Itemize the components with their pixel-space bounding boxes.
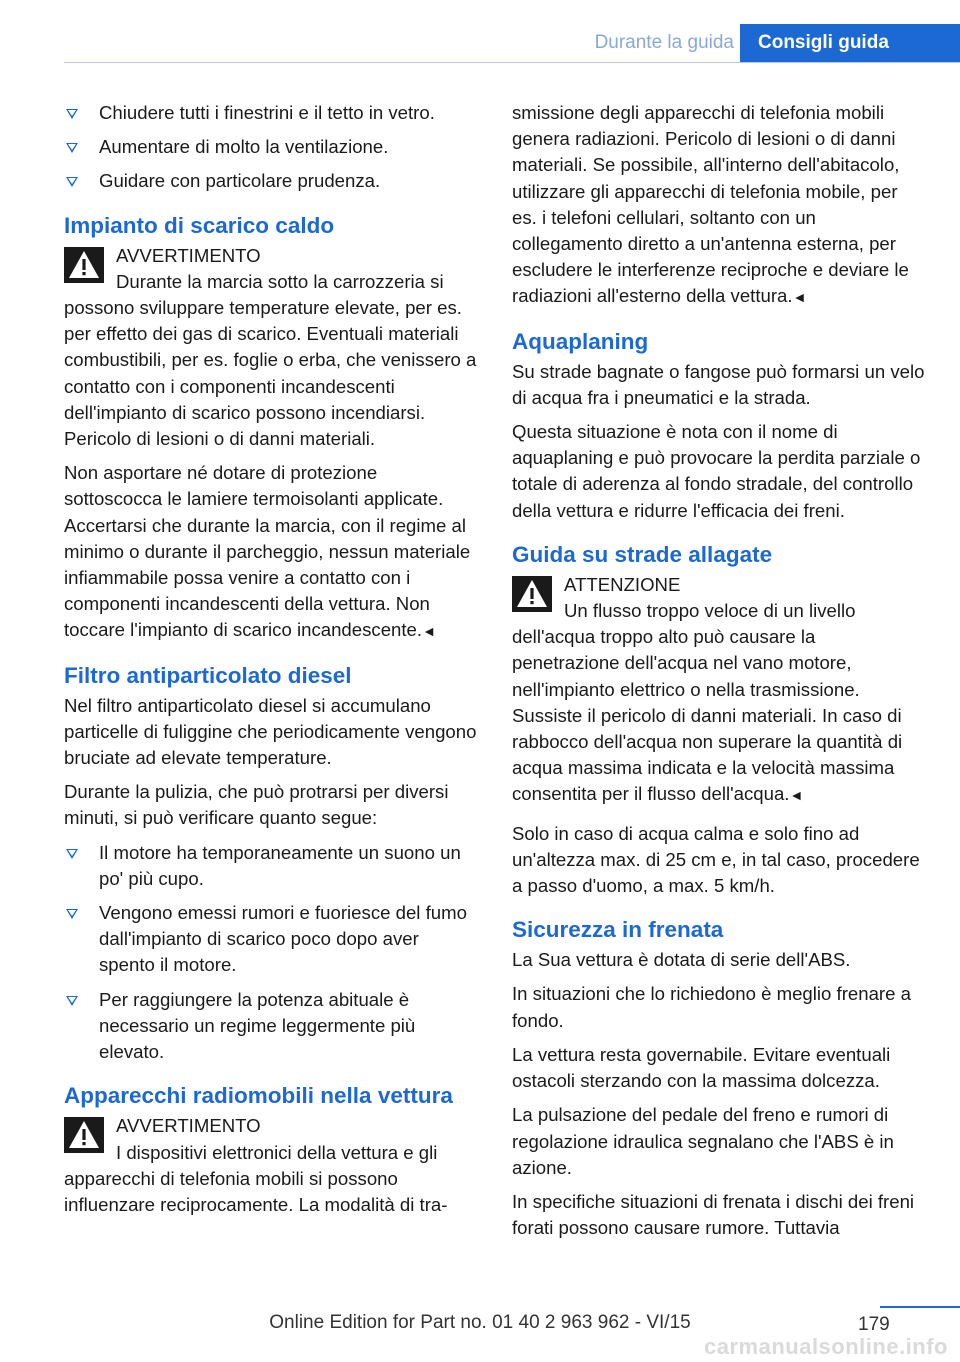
triangle-bullet-icon bbox=[66, 143, 78, 153]
bullet-list-filter bbox=[64, 840, 478, 1066]
end-of-warning-mark: ◄ bbox=[792, 289, 807, 306]
heading-flooded-roads: Guida su strade allagate bbox=[512, 541, 773, 567]
header-chapter-tab: Consigli guida bbox=[740, 24, 960, 62]
paragraph: La Sua vettura è dotata di serie dell'ABS. bbox=[512, 949, 851, 971]
warning-title: AVVERTIMENTO bbox=[116, 244, 261, 266]
page-header bbox=[0, 24, 960, 62]
paragraph: Su strade bagnate o fangose può formarsi un velo di acqua fra i pneumatici e la strada. bbox=[512, 360, 925, 408]
triangle-bullet-icon bbox=[66, 909, 78, 919]
footer-divider bbox=[880, 1306, 960, 1308]
warning-title: ATTENZIONE bbox=[564, 573, 681, 595]
end-of-warning-mark: ◄ bbox=[422, 623, 436, 640]
paragraph: smissione degli apparecchi di telefonia mobili genera radiazioni. Pericolo di lesioni o di danni materiali. Se possibile, all'interno dell'abitacolo, utilizzare gli apparecchi di telefonia mobile, per es. i telefoni cellulari, soltanto con un collegamento diretto a un'antenna esterna, per escludere le interferenze reciproche e deviare le radiazioni all'esterno della vettura.◄ bbox=[512, 102, 909, 307]
list-item: Aumentare di molto la ventilazione. bbox=[64, 134, 478, 160]
list-item: Per raggiungere la potenza abituale è necessario un regime leggermente più elevato. bbox=[64, 987, 478, 1066]
warning-text: Durante la marcia sotto la carrozzeria si possono sviluppare temperature elevate, per es. per effetto dei gas di scarico. Eventuali materiali combustibili, per es. foglie o erba, che venissero a contatto con i componenti incandescenti dell'impianto di scarico possono incendiarsi. Pericolo di lesioni o di danni materiali. bbox=[64, 270, 477, 450]
page-number: 179 bbox=[858, 1314, 890, 1335]
warning-triangle-icon bbox=[64, 1117, 104, 1153]
paragraph: In specifiche situazioni di frenata i dischi dei freni forati possono causare rumore. Tuttavia bbox=[512, 1190, 915, 1239]
heading-aquaplaning: Aquaplaning bbox=[512, 328, 649, 354]
left-column bbox=[64, 100, 478, 1226]
paragraph: Durante la pulizia, che può protrarsi per diversi minuti, si può verificare quanto segue: bbox=[64, 781, 449, 829]
paragraph: La pulsazione del pedale del freno e rumori di regolazione idraulica segnalano che l'ABS è in azione. bbox=[512, 1104, 894, 1178]
heading-diesel-filter: Filtro antiparticolato diesel bbox=[64, 662, 352, 688]
triangle-bullet-icon bbox=[66, 849, 78, 859]
paragraph: Solo in caso di acqua calma e solo fino ad un'altezza max. di 25 cm e, in tal caso, procedere a passo d'uomo, a max. 5 km/h. bbox=[512, 822, 920, 897]
watermark: carmanualsonline.info bbox=[704, 1334, 948, 1359]
heading-hot-exhaust: Impianto di scarico caldo bbox=[64, 212, 335, 238]
heading-braking-safety: Sicurezza in frenata bbox=[512, 917, 724, 943]
paragraph: Nel filtro antiparticolato diesel si accumulano particelle di fuliggine che periodicamente vengono bruciate ad elevate temperature. bbox=[64, 694, 477, 769]
end-of-warning-mark: ◄ bbox=[789, 787, 804, 804]
header-divider bbox=[64, 62, 960, 63]
warning-triangle-icon bbox=[512, 576, 552, 612]
list-item: Il motore ha temporaneamente un suono un po' più cupo. bbox=[64, 840, 478, 892]
paragraph: In situazioni che lo richiedono è meglio frenare a fondo. bbox=[512, 983, 911, 1031]
warning-block-mobile bbox=[64, 1113, 478, 1218]
triangle-bullet-icon bbox=[66, 177, 78, 187]
right-column bbox=[512, 100, 926, 1249]
warning-block-flooded bbox=[512, 572, 926, 809]
list-item: Chiudere tutti i finestrini e il tetto in vetro. bbox=[64, 100, 478, 126]
warning-text: I dispositivi elettronici della vettura e gli apparecchi di telefonia mobili si possono influenzare reciprocamente. La modalità di tra- bbox=[64, 1141, 448, 1215]
heading-mobile-devices: Apparecchi radiomobili nella vettura bbox=[64, 1083, 453, 1109]
list-item: Guidare con particolare prudenza. bbox=[64, 168, 478, 194]
warning-triangle-icon bbox=[64, 247, 104, 283]
warning-title: AVVERTIMENTO bbox=[116, 1115, 261, 1137]
bullet-list-ventilation bbox=[64, 100, 478, 195]
list-item: Vengono emessi rumori e fuoriesce del fumo dall'impianto di scarico poco dopo aver spento il motore. bbox=[64, 900, 478, 979]
triangle-bullet-icon bbox=[66, 996, 78, 1006]
header-section-title: Durante la guida bbox=[594, 32, 734, 53]
footer-edition: Online Edition for Part no. 01 40 2 963 962 - VI/15 bbox=[269, 1312, 691, 1333]
paragraph: Non asportare né dotare di protezione sottoscocca le lamiere termoisolanti applicate. Accertarsi che durante la marcia, con il regime al minimo o durante il parcheggio, nessun materiale infiammabile possa venire a contatto con i componenti incandescenti della vettura. Non toccare l'impianto di scarico incandescente.◄ bbox=[64, 462, 471, 641]
paragraph: Questa situazione è nota con il nome di aquaplaning e può provocare la perdita parziale o totale di aderenza al fondo stradale, del controllo della vettura e ridurre l'efficacia dei freni. bbox=[512, 421, 921, 521]
warning-text: Un flusso troppo veloce di un livello dell'acqua troppo alto può causare la penetrazione dell'acqua nel vano motore, nell'impianto elettrico o nella trasmissione. Sussiste il pericolo di danni materiali. In caso di rabbocco dell'acqua non superare la quantità di acqua massima indicata e la velocità massima consentita per il flusso dell'acqua. bbox=[512, 600, 903, 805]
triangle-bullet-icon bbox=[66, 109, 78, 119]
warning-block-exhaust bbox=[64, 243, 478, 453]
paragraph: La vettura resta governabile. Evitare eventuali ostacoli sterzando con la massima dolcezza. bbox=[512, 1043, 891, 1092]
